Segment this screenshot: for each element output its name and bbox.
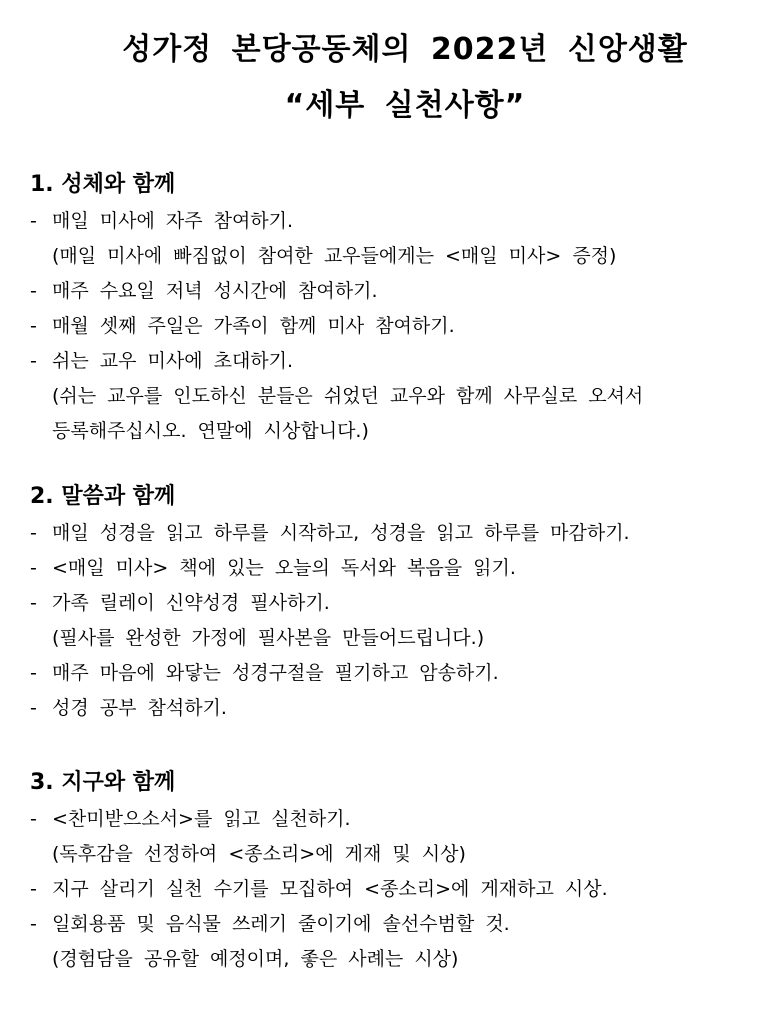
bullet-dash: - (30, 280, 37, 302)
list-item-note (30, 239, 760, 274)
list-item (30, 551, 760, 586)
list-item-text: 매주 마음에 와닿는 성경구절을 필기하고 암송하기. (52, 662, 499, 684)
list-item-text: 매월 셋째 주일은 가족이 함께 미사 참여하기. (52, 315, 455, 337)
list-item-note (30, 621, 760, 656)
list-item-note (30, 414, 760, 449)
list-item (30, 872, 760, 907)
bullet-dash: - (30, 350, 37, 372)
list-item-text: 매일 성경을 읽고 하루를 시작하고, 성경을 읽고 하루를 마감하기. (52, 522, 630, 544)
list-item-text: (매일 미사에 빠짐없이 참여한 교우들에게는 <매일 미사> 증정) (52, 245, 617, 267)
list-item (30, 274, 760, 309)
list-item-text: <찬미받으소서>를 읽고 실천하기. (52, 808, 351, 830)
list-item-text: (쉬는 교우를 인도하신 분들은 쉬었던 교우와 함께 사무실로 오셔서 (52, 385, 644, 407)
list-item-note (30, 942, 760, 977)
list-item-text: 등록해주십시오. 연말에 시상합니다.) (52, 420, 369, 442)
bullet-dash: - (30, 878, 37, 900)
section-heading: 2. 말씀과 함께 (30, 484, 176, 509)
list-item-note (30, 379, 760, 414)
bullet-dash: - (30, 592, 37, 614)
list-item-note (30, 837, 760, 872)
document-title-line-2: “세부 실천사항” (284, 88, 526, 123)
bullet-dash: - (30, 557, 37, 579)
bullet-dash: - (30, 913, 37, 935)
bullet-dash: - (30, 315, 37, 337)
bullet-dash: - (30, 808, 37, 830)
document-title-line-1: 성가정 본당공동체의 2022년 신앙생활 (122, 32, 688, 67)
bullet-dash: - (30, 697, 37, 719)
section-word (30, 480, 760, 726)
list-item-text: (독후감을 선정하여 <종소리>에 게재 및 시상) (52, 843, 466, 865)
section-eucharist (30, 168, 760, 449)
section-earth (30, 766, 760, 977)
list-item-text: <매일 미사> 책에 있는 오늘의 독서와 복음을 읽기. (52, 557, 516, 579)
section-heading: 1. 성체와 함께 (30, 172, 176, 197)
list-item (30, 344, 760, 379)
list-item-text: 가족 릴레이 신약성경 필사하기. (52, 592, 330, 614)
bullet-dash: - (30, 662, 37, 684)
list-item (30, 309, 760, 344)
list-item (30, 656, 760, 691)
bullet-dash: - (30, 522, 37, 544)
list-item (30, 802, 760, 837)
list-item (30, 586, 760, 621)
list-item (30, 691, 760, 726)
section-heading: 3. 지구와 함께 (30, 770, 176, 795)
list-item-text: 매주 수요일 저녁 성시간에 참여하기. (52, 280, 378, 302)
list-item-text: 일회용품 및 음식물 쓰레기 줄이기에 솔선수범할 것. (52, 913, 510, 935)
list-item (30, 516, 760, 551)
list-item-text: 지구 살리기 실천 수기를 모집하여 <종소리>에 게재하고 시상. (52, 878, 608, 900)
list-item-text: (경험담을 공유할 예정이며, 좋은 사례는 시상) (52, 948, 459, 970)
list-item-text: 성경 공부 참석하기. (52, 697, 227, 719)
list-item (30, 204, 760, 239)
list-item-text: 매일 미사에 자주 참여하기. (52, 210, 294, 232)
list-item-text: (필사를 완성한 가정에 필사본을 만들어드립니다.) (52, 627, 485, 649)
bullet-dash: - (30, 210, 37, 232)
list-item (30, 907, 760, 942)
list-item-text: 쉬는 교우 미사에 초대하기. (52, 350, 294, 372)
